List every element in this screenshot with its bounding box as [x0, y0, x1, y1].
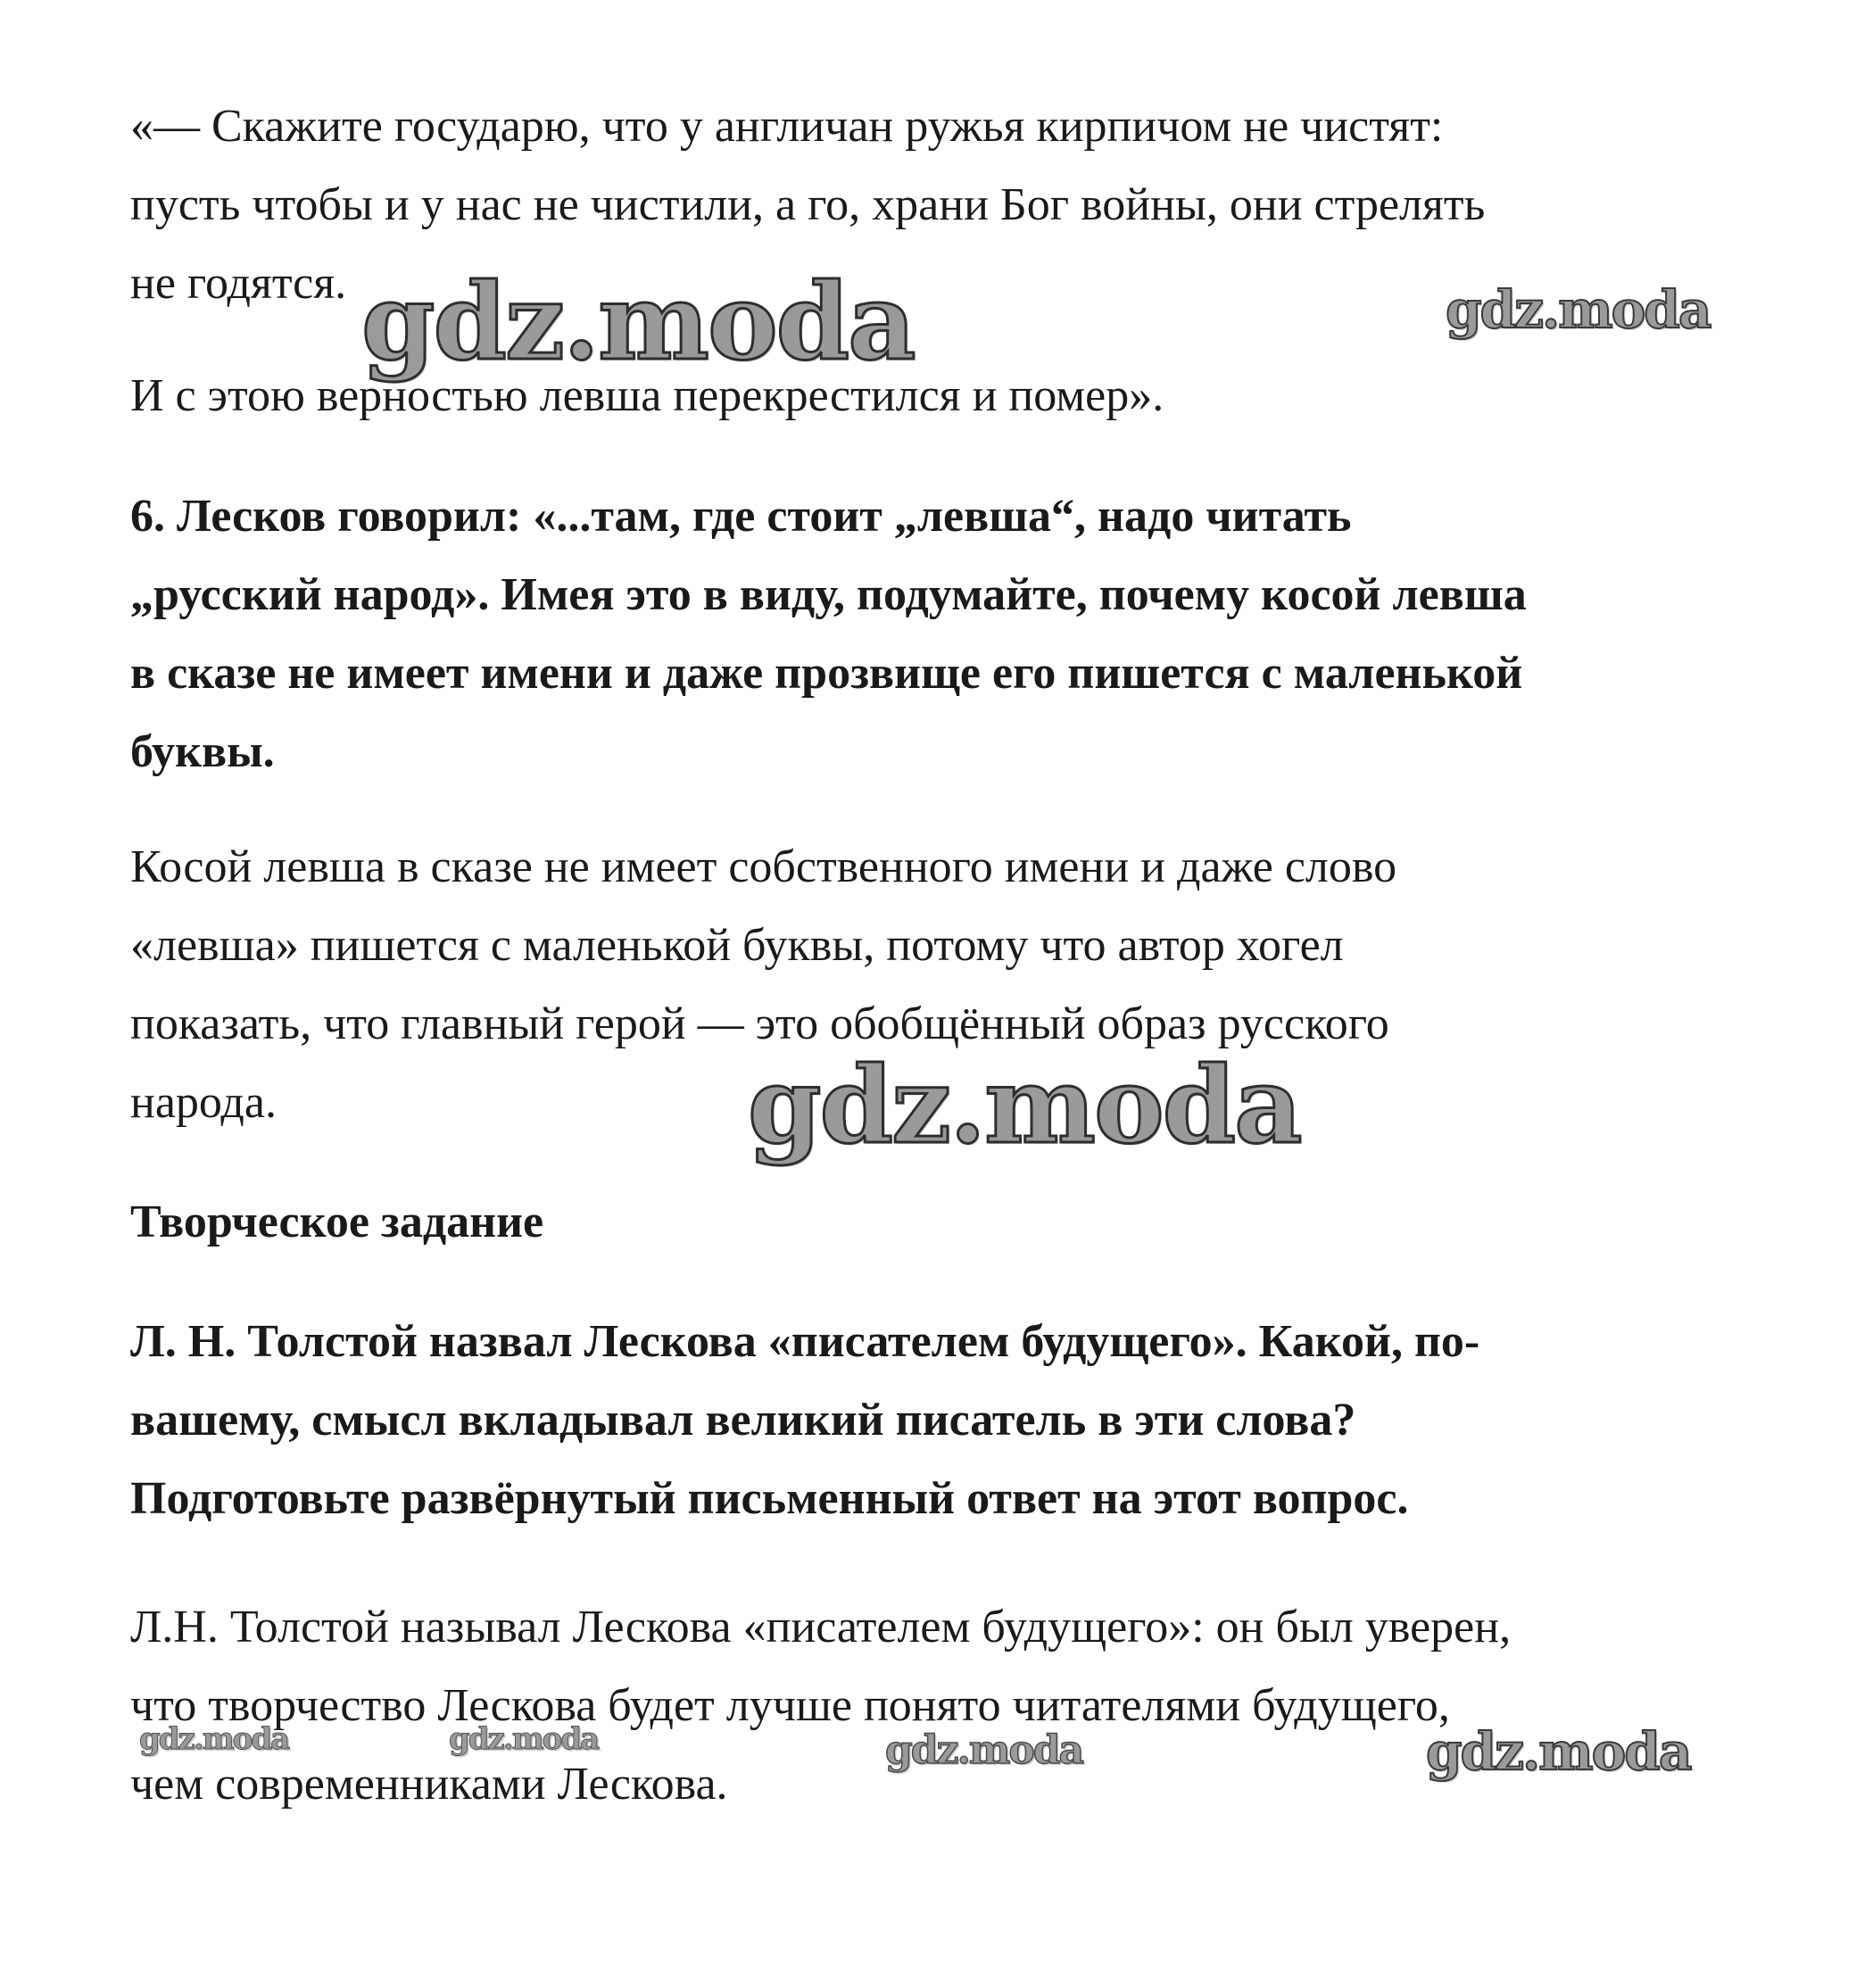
watermark: gdz.moda — [1426, 1721, 1691, 1782]
text-line: И с этою верностью левша перекрестился и помер». — [130, 370, 1164, 421]
heading-text: Творческое задание — [130, 1197, 544, 1247]
text-line: показать, что главный герой — это обобщённый образ русского — [130, 998, 1389, 1049]
watermark: gdz.moda — [449, 1721, 599, 1757]
text-line: „русский народ». Имея это в виду, подумайте, почему косой левша — [130, 569, 1527, 620]
watermark: gdz.moda — [748, 1043, 1301, 1167]
text-line: Л.Н. Толстой называл Лескова «писателем будущего»: он был уверен, — [130, 1602, 1512, 1653]
text-line: чем современниками Лескова. — [130, 1759, 728, 1810]
creative-task-question — [130, 1303, 1736, 1538]
text-line: пусть чтобы и у нас не чистили, а го, храни Бог войны, они стрелять — [130, 179, 1486, 230]
text-line: Подготовьте развёрнутый письменный ответ на этот вопрос. — [130, 1473, 1409, 1524]
text-line: народа. — [130, 1077, 277, 1128]
watermark: gdz.moda — [139, 1721, 289, 1757]
creative-task-answer — [130, 1588, 1736, 1824]
text-line: «— Скажите государю, что у англичан ружья кирпичом не чистят: — [130, 101, 1444, 152]
text-line: не годятся. — [130, 258, 347, 309]
watermark: gdz.moda — [1446, 279, 1711, 340]
creative-task-heading — [130, 1183, 1736, 1262]
text-line: буквы. — [130, 726, 275, 777]
text-line: 6. Лесков говорил: «...там, где стоит „левша“, надо читать — [130, 491, 1352, 542]
watermark: gdz.moda — [885, 1727, 1083, 1773]
task-6-question — [130, 477, 1736, 791]
text-line: «левша» пишется с маленькой буквы, потому что автор хогел — [130, 920, 1344, 971]
text-line: Л. Н. Толстой назвал Лескова «писателем будущего». Какой, по- — [130, 1316, 1480, 1367]
text-line: вашему, смысл вкладывал великий писатель в эти слова? — [130, 1395, 1356, 1445]
text-line: что творчество Лескова будет лучше понято читателями будущего, — [130, 1680, 1450, 1731]
watermark: gdz.moda — [361, 260, 915, 384]
text-line: в сказе не имеет имени и даже прозвище его пишется с маленькой — [130, 648, 1523, 699]
text-line: Косой левша в сказе не имеет собственного имени и даже слово — [130, 841, 1397, 892]
